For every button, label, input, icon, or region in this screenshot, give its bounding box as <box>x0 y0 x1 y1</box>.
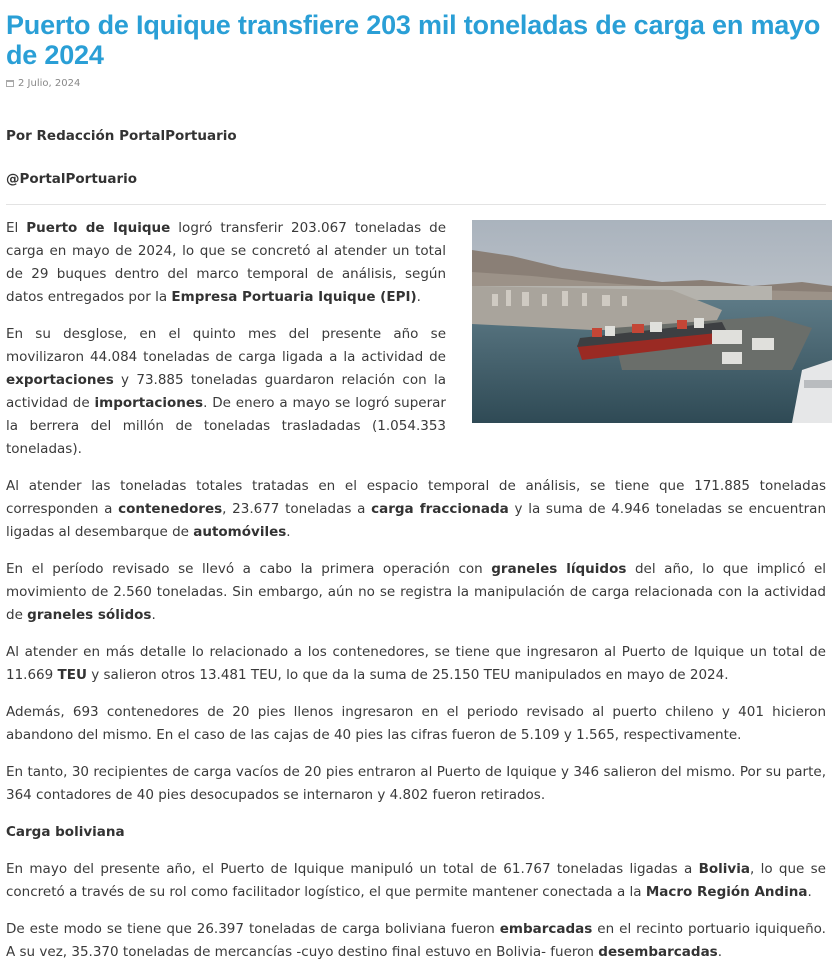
bold-text: graneles sólidos <box>27 607 152 623</box>
twitter-handle: @PortalPortuario <box>6 171 138 187</box>
paragraph: De este modo se tiene que 26.397 toneladas de carga boliviana fueron embarcadas en el recinto portuario iquiqueño. A su vez, 35.370 toneladas de mercancías -cuyo destino final estuvo en Bolivia- fueron desembarcadas. <box>6 921 826 960</box>
paragraph: En su desglose, en el quinto mes del presente año se movilizaron 44.084 toneladas de carga ligada a la actividad de exportaciones y 73.885 toneladas guardaron relación con la actividad de importaciones. De enero a mayo se logró superar la berrera del millón de toneladas trasladadas (1.054.353 toneladas). <box>6 326 446 457</box>
byline: Por Redacción PortalPortuario <box>6 128 237 144</box>
bold-text: Empresa Portuaria Iquique (EPI) <box>171 289 417 305</box>
bold-text: Macro Región Andina <box>645 884 808 900</box>
article-meta <box>6 78 826 89</box>
article <box>6 0 826 978</box>
paragraph: Al atender las toneladas totales tratadas en el espacio temporal de análisis, se tiene que 171.885 toneladas corresponden a contenedores, 23.677 toneladas a carga fraccionada y la suma de 4.946 toneladas se encuentran ligadas al desembarque de automóviles. <box>6 478 827 540</box>
article-date: 2 Julio, 2024 <box>18 78 81 89</box>
bold-text: embarcadas <box>499 921 593 937</box>
bold-text: TEU <box>57 667 87 683</box>
paragraph: En tanto, 30 recipientes de carga vacíos de 20 pies entraron al Puerto de Iquique y 346 salieron del mismo. Por su parte, 364 contadores de 40 pies desocupados se internaron y 4.802 fueron retirados. <box>6 764 826 803</box>
paragraph: En el período revisado se llevó a cabo la primera operación con graneles líquidos del año, lo que implicó el movimiento de 2.560 toneladas. Sin embargo, aún no se registra la manipulación de carga relacionada con la actividad de graneles sólidos. <box>6 561 826 623</box>
divider <box>6 204 826 205</box>
bold-text: Bolivia <box>698 861 750 877</box>
bold-text: graneles líquidos <box>491 561 627 577</box>
port-photo <box>472 220 832 423</box>
bold-text: Puerto de Iquique <box>26 220 171 236</box>
paragraph: Además, 693 contenedores de 20 pies llenos ingresaron en el periodo revisado al puerto chileno y 401 hicieron abandono del mismo. En el caso de las cajas de 40 pies las cifras fueron de 5.109 y 1.565, respectivamente. <box>6 704 826 743</box>
bold-text: exportaciones <box>6 372 114 388</box>
bold-text: automóviles <box>193 524 287 540</box>
article-title: Puerto de Iquique transfiere 203 mil toneladas de carga en mayo de 2024 <box>6 10 821 70</box>
bold-text: desembarcadas <box>598 944 718 960</box>
calendar-icon <box>6 80 14 87</box>
bold-text: carga fraccionada <box>371 501 509 517</box>
article-body <box>6 217 826 964</box>
paragraph: El Puerto de Iquique logró transferir 203.067 toneladas de carga en mayo de 2024, lo que se concretó al atender un total de 29 buques dentro del marco temporal de análisis, según datos entregados por la Empresa Portuaria Iquique (EPI). <box>6 220 446 305</box>
section-heading: Carga boliviana <box>6 824 125 840</box>
paragraph: En mayo del presente año, el Puerto de Iquique manipuló un total de 61.767 toneladas ligadas a Bolivia, lo que se concretó a través de su rol como facilitador logístico, el que permite mantener conectada a la Macro Región Andina. <box>6 861 826 900</box>
bold-text: importaciones <box>94 395 204 411</box>
paragraph: Al atender en más detalle lo relacionado a los contenedores, se tiene que ingresaron al Puerto de Iquique un total de 11.669 TEU y salieron otros 13.481 TEU, lo que da la suma de 25.150 TEU manipulados en mayo de 2024. <box>6 644 826 683</box>
bold-text: contenedores <box>118 501 223 517</box>
